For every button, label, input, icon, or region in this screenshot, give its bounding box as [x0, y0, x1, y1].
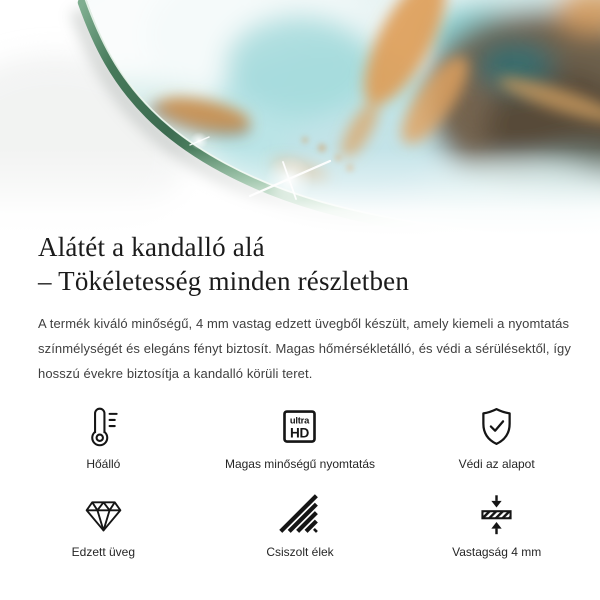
feature-heat-resistant — [5, 404, 202, 472]
ultra-hd-icon — [277, 404, 322, 449]
description-line: hosszú évekre biztosítja a kandalló körüli teret. — [38, 366, 313, 381]
feature-label: Edzett üveg — [71, 545, 136, 559]
heading-line-1: Alátét a kandalló alá — [38, 232, 265, 262]
feature-protects-base — [398, 404, 595, 472]
polished-edges-icon — [277, 492, 322, 537]
feature-label: Védi az alapot — [458, 457, 535, 471]
thermometer-icon — [81, 404, 126, 449]
feature-label: Vastagság 4 mm — [452, 545, 542, 559]
feature-label: Csiszolt élek — [266, 545, 334, 559]
diamond-icon — [81, 492, 126, 537]
description-line: színmélységét és elegáns fényt biztosít. Magas hőmérsékletálló, és védi a sérülésektől, így — [38, 341, 571, 356]
feature-label: Magas minőségű nyomtatás — [224, 457, 376, 471]
ultra-hd-icon-text-bottom: HD — [290, 425, 310, 441]
product-description — [38, 311, 571, 386]
feature-label: Hőálló — [86, 457, 121, 471]
feature-ultra-hd-print — [202, 404, 399, 472]
feature-grid — [5, 404, 595, 560]
ultra-hd-icon-text-top: ultra — [290, 415, 310, 426]
page-title — [38, 230, 562, 298]
feature-tempered-glass — [5, 492, 202, 560]
thickness-icon — [474, 492, 519, 537]
heading-line-2: – Tökéletesség minden részletben — [38, 266, 410, 296]
description-line: A termék kiváló minőségű, 4 mm vastag edzett üvegből készült, amely kiemeli a nyomtatás — [38, 316, 570, 331]
shield-check-icon — [474, 404, 519, 449]
feature-polished-edges — [202, 492, 399, 560]
feature-thickness — [398, 492, 595, 560]
